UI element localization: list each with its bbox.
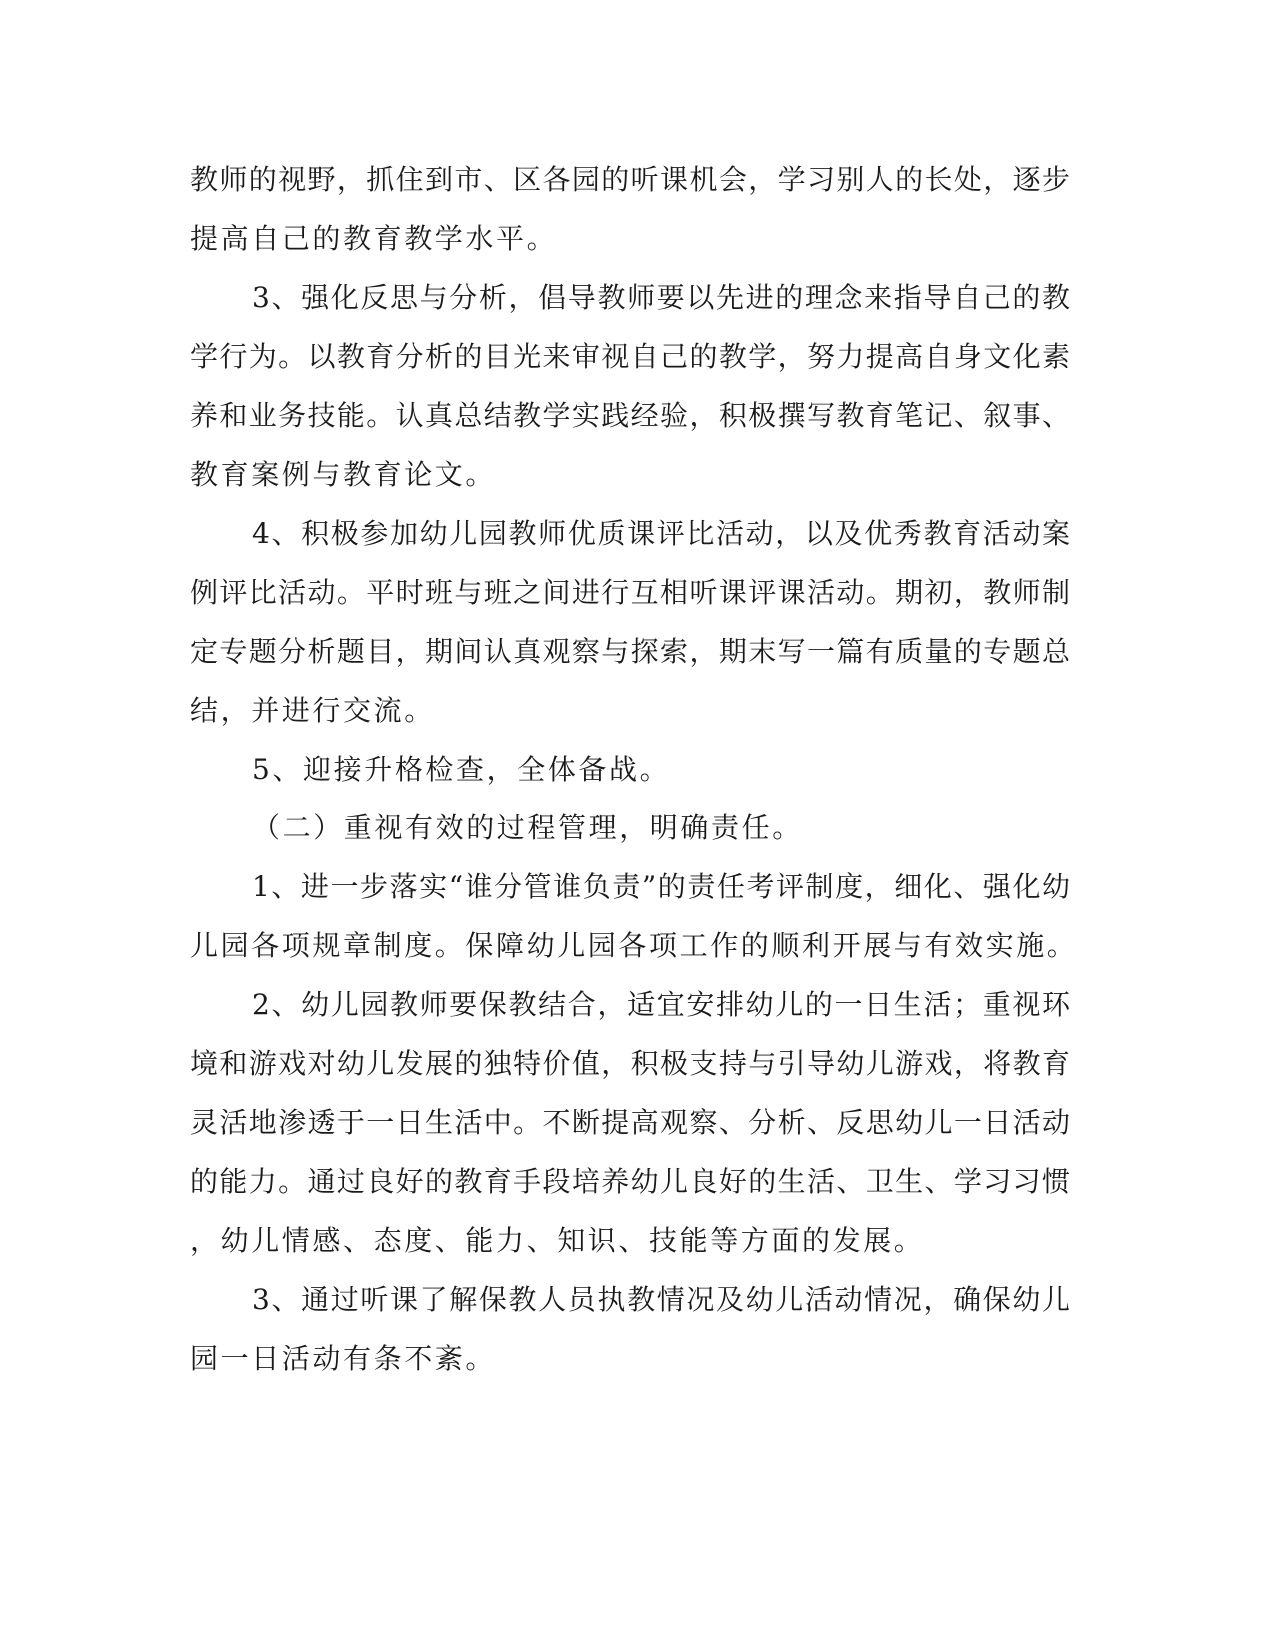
- text-line: 例评比活动。平时班与班之间进行互相听课评课活动。期初，教师制: [190, 576, 1070, 609]
- text-line: 教师的视野，抓住到市、区各园的听课机会，学习别人的长处，逐步: [190, 163, 1070, 196]
- paragraph-3b-first-line: 3、通过听课了解保教人员执教情况及幼儿活动情况，确保幼儿: [252, 1283, 1070, 1316]
- paragraph-1-first-line: 1、进一步落实“谁分管谁负责”的责任考评制度，细化、强化幼: [252, 870, 1070, 903]
- text-line: 灵活地渗透于一日生活中。不断提高观察、分析、反思幼儿一日活动: [190, 1106, 1070, 1139]
- text-line: 境和游戏对幼儿发展的独特价值，积极支持与引导幼儿游戏，将教育: [190, 1047, 1070, 1080]
- text-line: 教育案例与教育论文。: [190, 458, 497, 491]
- text-line: 儿园各项规章制度。保障幼儿园各项工作的顺利开展与有效实施。: [190, 929, 1078, 962]
- paragraph-4-first-line: 4、积极参加幼儿园教师优质课评比活动，以及优秀教育活动案: [252, 517, 1070, 550]
- text-line: ，幼儿情感、态度、能力、知识、技能等方面的发展。: [190, 1224, 925, 1257]
- paragraph-2-first-line: 2、幼儿园教师要保教结合，适宜安排幼儿的一日生活；重视环: [252, 988, 1070, 1021]
- text-line: 的能力。通过良好的教育手段培养幼儿良好的生活、卫生、学习习惯: [190, 1165, 1070, 1198]
- paragraph-5: 5、迎接升格检查，全体备战。: [252, 753, 671, 786]
- text-line: 提高自己的教育教学水平。: [190, 222, 558, 255]
- text-line: 养和业务技能。认真总结教学实践经验，积极撰写教育笔记、叙事、: [190, 399, 1070, 432]
- text-line: 结，并进行交流。: [190, 694, 435, 727]
- paragraph-3-first-line: 3、强化反思与分析，倡导教师要以先进的理念来指导自己的教: [252, 281, 1070, 314]
- text-line: 园一日活动有条不紊。: [190, 1342, 497, 1375]
- text-line: 学行为。以教育分析的目光来审视自己的教学，努力提高自身文化素: [190, 340, 1070, 373]
- section-heading: （二）重视有效的过程管理，明确责任。: [252, 811, 803, 844]
- text-line: 定专题分析题目，期间认真观察与探索，期末写一篇有质量的专题总: [190, 635, 1070, 668]
